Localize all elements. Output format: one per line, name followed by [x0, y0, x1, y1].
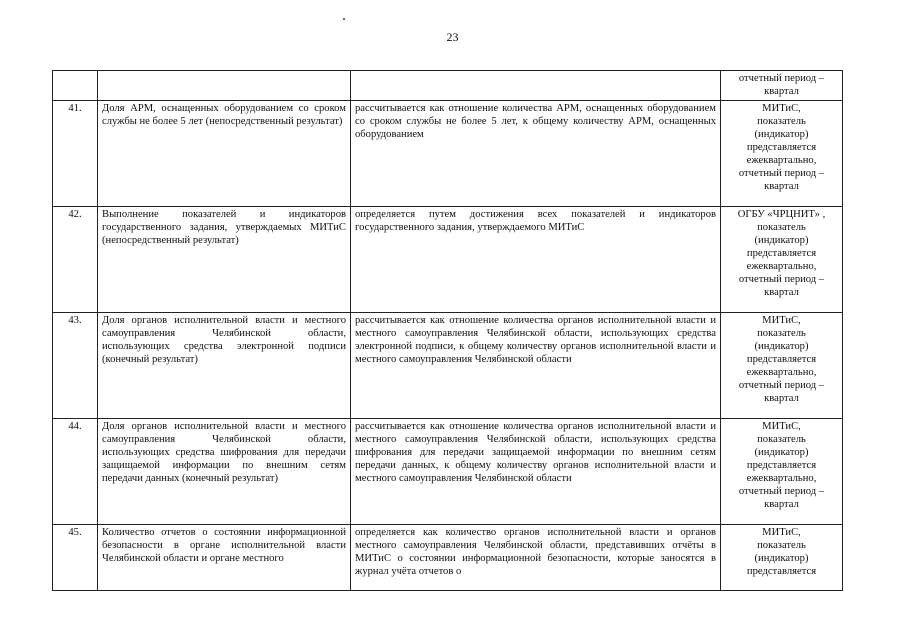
row-number: 42. — [53, 207, 98, 313]
source-line: (индикатор) — [754, 235, 809, 246]
source-line: показатель — [757, 540, 806, 551]
table-row — [53, 207, 843, 313]
source-line: (индикатор) — [754, 129, 809, 140]
calculation-method: определяется как количество органов исполнительной власти и органов местного самоуправления Челябинской области, представивших отчёты в МИТиС о состоянии информационной безопасности, которые заносятся в журнал учёта отчетов о — [351, 525, 721, 591]
row-number: 43. — [53, 313, 98, 419]
table-row — [53, 419, 843, 525]
source-line: отчетный период – — [738, 380, 825, 391]
source-line: представляется — [746, 460, 817, 471]
source-line: отчетный период – — [738, 486, 825, 497]
source-line: представляется — [746, 354, 817, 365]
data-source — [721, 313, 843, 419]
source-line: (индикатор) — [754, 447, 809, 458]
source-line: квартал — [764, 181, 799, 192]
row-number: 45. — [53, 525, 98, 591]
calculation-method: рассчитывается как отношение количества органов исполнительной власти и местного самоуправления Челябинской области, использующих средства шифрования для передачи защищаемой информации по внешним сетям передачи данных, к общему количеству органов исполнительной власти и местного самоуправления Челябинской области — [351, 419, 721, 525]
source-line: отчетный период – — [738, 168, 825, 179]
indicator-name — [98, 71, 351, 101]
source-line: (индикатор) — [754, 553, 809, 564]
source-line: отчетный период – — [738, 73, 825, 84]
indicator-name: Выполнение показателей и индикаторов государственного задания, утверждаемых МИТиС (непосредственный результат) — [98, 207, 351, 313]
calculation-method: рассчитывается как отношение количества АРМ, оснащенных оборудованием со сроком службы не более 5 лет, к общему количеству АРМ, оснащенных оборудованием — [351, 101, 721, 207]
source-line: квартал — [764, 393, 799, 404]
source-line: представляется — [746, 566, 817, 577]
source-line: квартал — [764, 86, 799, 97]
source-line: квартал — [764, 287, 799, 298]
indicator-table — [52, 70, 843, 591]
indicator-name: Доля органов исполнительной власти и местного самоуправления Челябинской области, использующих средства шифрования для передачи защищаемой информации по внешним сетям передачи данных (конечный результат) — [98, 419, 351, 525]
source-line: представляется — [746, 142, 817, 153]
row-number: 44. — [53, 419, 98, 525]
indicator-name: Доля АРМ, оснащенных оборудованием со сроком службы не более 5 лет (непосредственный результат) — [98, 101, 351, 207]
source-line: представляется — [746, 248, 817, 259]
table-row — [53, 525, 843, 591]
calculation-method — [351, 71, 721, 101]
source-line: МИТиС, — [762, 103, 801, 114]
scan-speck — [343, 18, 345, 20]
page-number: 23 — [446, 30, 459, 44]
source-line: показатель — [757, 434, 806, 445]
source-line: ежеквартально, — [746, 261, 817, 272]
row-number: 41. — [53, 101, 98, 207]
source-line: показатель — [757, 116, 806, 127]
source-line: ежеквартально, — [746, 473, 817, 484]
source-line: ежеквартально, — [746, 367, 817, 378]
table-row — [53, 313, 843, 419]
source-line: ежеквартально, — [746, 155, 817, 166]
calculation-method: рассчитывается как отношение количества органов исполнительной власти и местного самоуправления Челябинской области, использующих средства электронной подписи, к общему количеству органов исполнительной власти и местного самоуправления Челябинской области — [351, 313, 721, 419]
data-source — [721, 207, 843, 313]
source-line: МИТиС, — [762, 527, 801, 538]
source-line: МИТиС, — [762, 421, 801, 432]
source-line: (индикатор) — [754, 341, 809, 352]
table-row — [53, 101, 843, 207]
table-row — [53, 71, 843, 101]
data-source — [721, 525, 843, 591]
source-line: отчетный период – — [738, 274, 825, 285]
indicator-name: Доля органов исполнительной власти и местного самоуправления Челябинской области, использующих средства электронной подписи (конечный результат) — [98, 313, 351, 419]
source-line: ОГБУ «ЧРЦНИТ» , — [737, 209, 826, 220]
table-body — [53, 71, 843, 591]
source-line: МИТиС, — [762, 315, 801, 326]
row-number — [53, 71, 98, 101]
data-source — [721, 419, 843, 525]
indicator-name: Количество отчетов о состоянии информационной безопасности в органе исполнительной власти Челябинской области и органе местного — [98, 525, 351, 591]
source-line: показатель — [757, 328, 806, 339]
calculation-method: определяется путем достижения всех показателей и индикаторов государственного задания, утверждаемого МИТиС — [351, 207, 721, 313]
source-line: показатель — [757, 222, 806, 233]
data-source — [721, 71, 843, 101]
source-line: квартал — [764, 499, 799, 510]
data-source — [721, 101, 843, 207]
